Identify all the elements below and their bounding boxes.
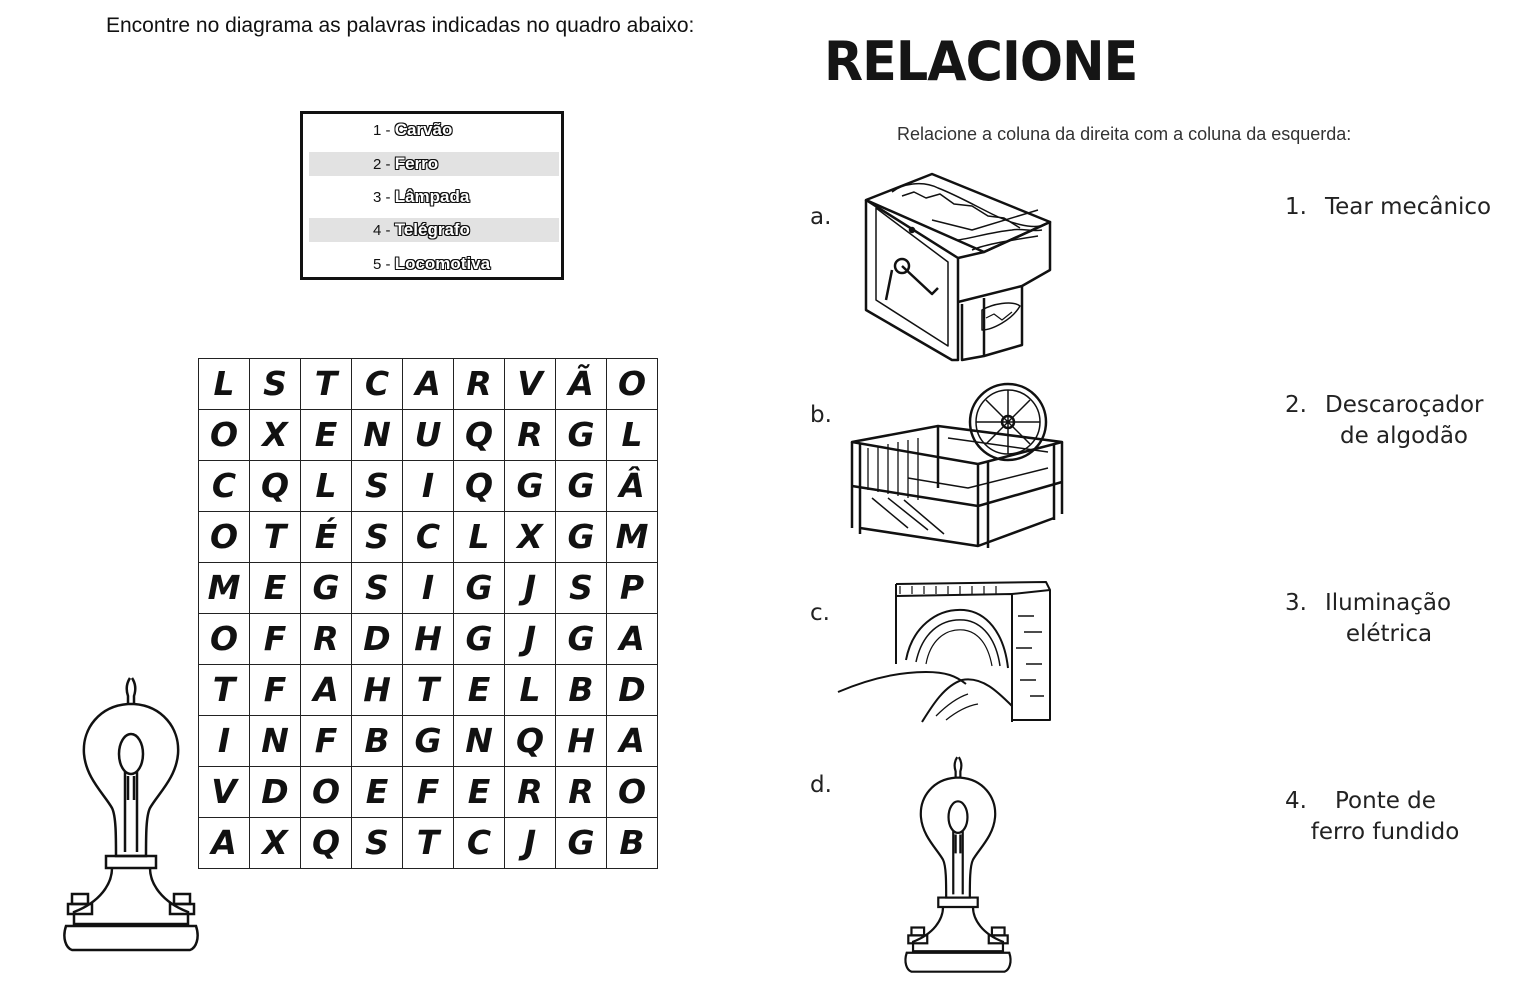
grid-cell: R — [301, 614, 352, 665]
grid-cell: H — [403, 614, 454, 665]
word-locomotiva: Locomotiva — [394, 254, 491, 273]
grid-cell: G — [556, 410, 607, 461]
grid-cell: S — [556, 563, 607, 614]
grid-cell: B — [556, 665, 607, 716]
grid-cell: U — [403, 410, 454, 461]
grid-cell: T — [403, 818, 454, 869]
grid-cell: L — [607, 410, 658, 461]
grid-cell: L — [199, 359, 250, 410]
grid-cell: O — [607, 767, 658, 818]
grid-cell: M — [607, 512, 658, 563]
grid-cell: X — [250, 818, 301, 869]
grid-cell: E — [454, 767, 505, 818]
grid-cell: F — [250, 614, 301, 665]
grid-cell: G — [556, 512, 607, 563]
grid-cell: R — [505, 410, 556, 461]
grid-cell: Q — [505, 716, 556, 767]
grid-cell: R — [556, 767, 607, 818]
grid-cell: G — [454, 563, 505, 614]
grid-cell: F — [301, 716, 352, 767]
grid-cell: O — [301, 767, 352, 818]
grid-cell: N — [250, 716, 301, 767]
grid-cell: Q — [301, 818, 352, 869]
word-list-item: 5 - Locomotiva — [373, 254, 491, 273]
grid-cell: I — [199, 716, 250, 767]
grid-cell: G — [556, 461, 607, 512]
grid-cell: O — [199, 614, 250, 665]
grid-cell: S — [352, 512, 403, 563]
grid-cell: T — [301, 359, 352, 410]
match-item-4: 4. Ponte de ferro fundido — [1285, 788, 1460, 845]
grid-cell: N — [454, 716, 505, 767]
grid-cell: H — [352, 665, 403, 716]
word-search-grid — [198, 358, 658, 869]
grid-cell: S — [352, 563, 403, 614]
word-telegrafo: Telégrafo — [394, 220, 470, 239]
grid-cell: G — [454, 614, 505, 665]
grid-cell: I — [403, 461, 454, 512]
grid-cell: X — [250, 410, 301, 461]
grid-row — [199, 410, 658, 461]
word-lampada: Lâmpada — [394, 187, 470, 206]
word-list-item: 3 - Lâmpada — [373, 187, 470, 206]
grid-cell: I — [403, 563, 454, 614]
grid-cell: A — [607, 716, 658, 767]
grid-row — [199, 461, 658, 512]
grid-cell: E — [301, 410, 352, 461]
grid-cell: T — [250, 512, 301, 563]
grid-cell: P — [607, 563, 658, 614]
grid-cell: A — [607, 614, 658, 665]
picture-letter-a: a. — [810, 204, 832, 230]
iron-bridge-icon — [836, 576, 1058, 724]
mechanical-loom-icon — [848, 378, 1070, 550]
grid-row — [199, 767, 658, 818]
grid-cell: R — [454, 359, 505, 410]
word-carvao: Carvão — [394, 120, 453, 139]
grid-cell: D — [250, 767, 301, 818]
grid-cell: J — [505, 563, 556, 614]
grid-cell: H — [556, 716, 607, 767]
grid-cell: G — [403, 716, 454, 767]
grid-cell: J — [505, 614, 556, 665]
grid-cell: É — [301, 512, 352, 563]
match-item-3: 3. Iluminação elétrica — [1285, 590, 1452, 647]
grid-cell: R — [505, 767, 556, 818]
match-item-2: 2. Descaroçador de algodão — [1285, 392, 1484, 449]
word-search-instruction: Encontre no diagrama as palavras indicadas no quadro abaixo: — [106, 14, 695, 37]
grid-cell: Ã — [556, 359, 607, 410]
grid-cell: C — [403, 512, 454, 563]
relacione-instruction: Relacione a coluna da direita com a coluna da esquerda: — [897, 124, 1352, 144]
word-list-item: 1 - Carvão — [373, 120, 453, 139]
match-item-1: 1. Tear mecânico — [1285, 194, 1492, 220]
grid-cell: S — [250, 359, 301, 410]
grid-cell: C — [454, 818, 505, 869]
grid-row — [199, 665, 658, 716]
word-ferro: Ferro — [394, 154, 439, 173]
page-title: RELACIONE — [824, 30, 1138, 93]
grid-row — [199, 359, 658, 410]
grid-row — [199, 818, 658, 869]
grid-cell: L — [505, 665, 556, 716]
grid-cell: C — [199, 461, 250, 512]
grid-cell: E — [352, 767, 403, 818]
grid-cell: F — [250, 665, 301, 716]
grid-cell: A — [403, 359, 454, 410]
grid-cell: X — [505, 512, 556, 563]
cotton-gin-icon — [862, 170, 1054, 365]
grid-cell: T — [403, 665, 454, 716]
picture-letter-b: b. — [810, 402, 832, 428]
word-list-item: 4 - Telégrafo — [309, 218, 559, 242]
grid-cell: V — [199, 767, 250, 818]
grid-cell: Q — [250, 461, 301, 512]
grid-cell: G — [556, 614, 607, 665]
word-list-box — [300, 111, 564, 280]
light-bulb-icon — [902, 754, 1014, 978]
grid-cell: G — [301, 563, 352, 614]
grid-cell: V — [505, 359, 556, 410]
grid-cell: D — [607, 665, 658, 716]
grid-cell: O — [199, 512, 250, 563]
grid-cell: D — [352, 614, 403, 665]
grid-cell: A — [301, 665, 352, 716]
grid-row — [199, 563, 658, 614]
grid-cell: Â — [607, 461, 658, 512]
light-bulb-icon — [60, 676, 202, 956]
grid-cell: C — [352, 359, 403, 410]
grid-cell: N — [352, 410, 403, 461]
grid-cell: L — [301, 461, 352, 512]
grid-cell: F — [403, 767, 454, 818]
grid-cell: J — [505, 818, 556, 869]
grid-row — [199, 614, 658, 665]
picture-letter-d: d. — [810, 772, 832, 798]
grid-cell: G — [505, 461, 556, 512]
grid-cell: S — [352, 461, 403, 512]
grid-cell: E — [454, 665, 505, 716]
grid-cell: E — [250, 563, 301, 614]
grid-cell: A — [199, 818, 250, 869]
grid-cell: B — [352, 716, 403, 767]
grid-cell: M — [199, 563, 250, 614]
picture-letter-c: c. — [810, 600, 830, 626]
grid-cell: G — [556, 818, 607, 869]
grid-cell: O — [607, 359, 658, 410]
word-list-item: 2 - Ferro — [309, 152, 559, 176]
grid-cell: Q — [454, 461, 505, 512]
grid-cell: B — [607, 818, 658, 869]
grid-row — [199, 716, 658, 767]
grid-cell: T — [199, 665, 250, 716]
grid-row — [199, 512, 658, 563]
grid-cell: S — [352, 818, 403, 869]
grid-cell: L — [454, 512, 505, 563]
grid-cell: O — [199, 410, 250, 461]
grid-cell: Q — [454, 410, 505, 461]
